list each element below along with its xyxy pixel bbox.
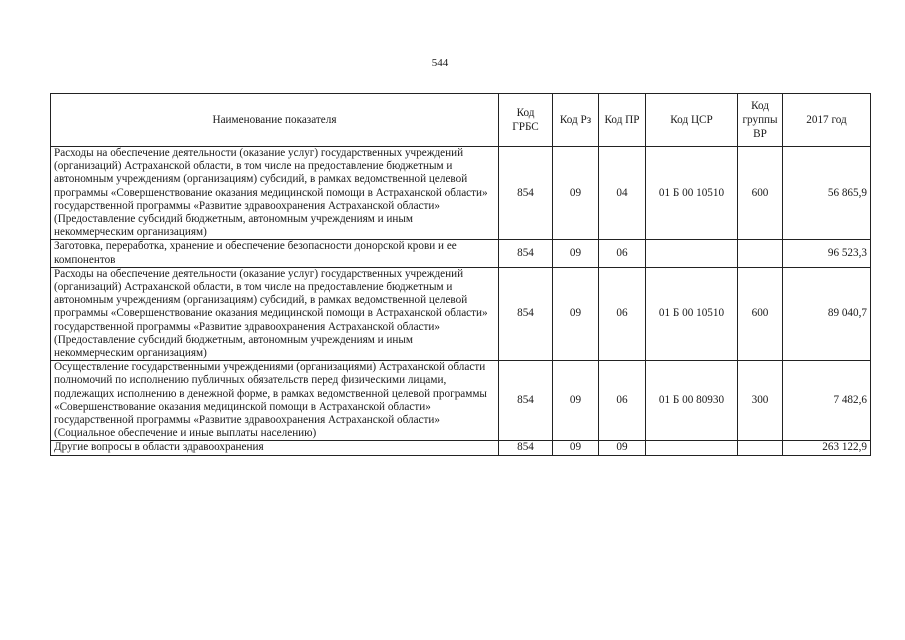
- header-vr: Код группы ВР: [738, 94, 783, 147]
- table-row: [51, 240, 871, 267]
- header-grbs: Код ГРБС: [499, 94, 553, 147]
- row-vr: 300: [738, 361, 783, 441]
- row-amount: 7 482,6: [783, 361, 871, 441]
- row-amount: 89 040,7: [783, 267, 871, 360]
- row-pr: 06: [599, 240, 646, 267]
- header-name: Наименование показателя: [51, 94, 499, 147]
- row-grbs: 854: [499, 267, 553, 360]
- row-amount: 56 865,9: [783, 147, 871, 240]
- row-vr: 600: [738, 267, 783, 360]
- row-rz: 09: [553, 267, 599, 360]
- row-pr: 06: [599, 361, 646, 441]
- row-grbs: 854: [499, 240, 553, 267]
- row-grbs: 854: [499, 441, 553, 455]
- page-number: 544: [431, 57, 449, 69]
- row-name: Расходы на обеспечение деятельности (оказание услуг) государственных учреждений (организаций) Астраханской области, в том числе на предоставление бюджетным и автономным учреждениям (организациям) субсидий, в рамках ведомственной целевой программы «Совершенствование оказания медицинской помощи в Астраханской области» государственной программы «Развитие здравоохранения Астраханской области» (Предоставление субсидий бюджетным, автономным учреждениям и иным некоммерческим организациям): [51, 267, 499, 360]
- header-year: 2017 год: [783, 94, 871, 147]
- budget-table: [50, 93, 871, 456]
- row-csr: 01 Б 00 80930: [646, 361, 738, 441]
- row-pr: 04: [599, 147, 646, 240]
- row-name: Другие вопросы в области здравоохранения: [51, 441, 499, 455]
- row-grbs: 854: [499, 147, 553, 240]
- header-pr: Код ПР: [599, 94, 646, 147]
- table-row: [51, 441, 871, 455]
- row-rz: 09: [553, 441, 599, 455]
- row-rz: 09: [553, 240, 599, 267]
- row-vr: [738, 240, 783, 267]
- header-csr: Код ЦСР: [646, 94, 738, 147]
- row-amount: 263 122,9: [783, 441, 871, 455]
- table-header-row: [51, 94, 871, 147]
- row-amount: 96 523,3: [783, 240, 871, 267]
- row-name: Осуществление государственными учреждениями (организациями) Астраханской области полномочий по исполнению публичных обязательств перед физическими лицами, подлежащих исполнению в денежной форме, в рамках ведомственной целевой программы «Совершенствование оказания медицинской помощи в Астраханской области» государственной программы «Развитие здравоохранения Астраханской области» (Социальное обеспечение и иные выплаты населению): [51, 361, 499, 441]
- row-name: Заготовка, переработка, хранение и обеспечение безопасности донорской крови и ее компонентов: [51, 240, 499, 267]
- row-csr: [646, 441, 738, 455]
- header-rz: Код Рз: [553, 94, 599, 147]
- row-csr: 01 Б 00 10510: [646, 267, 738, 360]
- row-rz: 09: [553, 147, 599, 240]
- row-pr: 09: [599, 441, 646, 455]
- table-row: [51, 361, 871, 441]
- row-csr: 01 Б 00 10510: [646, 147, 738, 240]
- table-row: [51, 267, 871, 360]
- row-vr: 600: [738, 147, 783, 240]
- row-rz: 09: [553, 361, 599, 441]
- row-name: Расходы на обеспечение деятельности (оказание услуг) государственных учреждений (организаций) Астраханской области, в том числе на предоставление бюджетным и автономным учреждениям (организациям) субсидий, в рамках ведомственной целевой программы «Совершенствование оказания медицинской помощи в Астраханской области» государственной программы «Развитие здравоохранения Астраханской области» (Предоставление субсидий бюджетным, автономным учреждениям и иным некоммерческим организациям): [51, 147, 499, 240]
- row-grbs: 854: [499, 361, 553, 441]
- table-row: [51, 147, 871, 240]
- row-csr: [646, 240, 738, 267]
- row-pr: 06: [599, 267, 646, 360]
- row-vr: [738, 441, 783, 455]
